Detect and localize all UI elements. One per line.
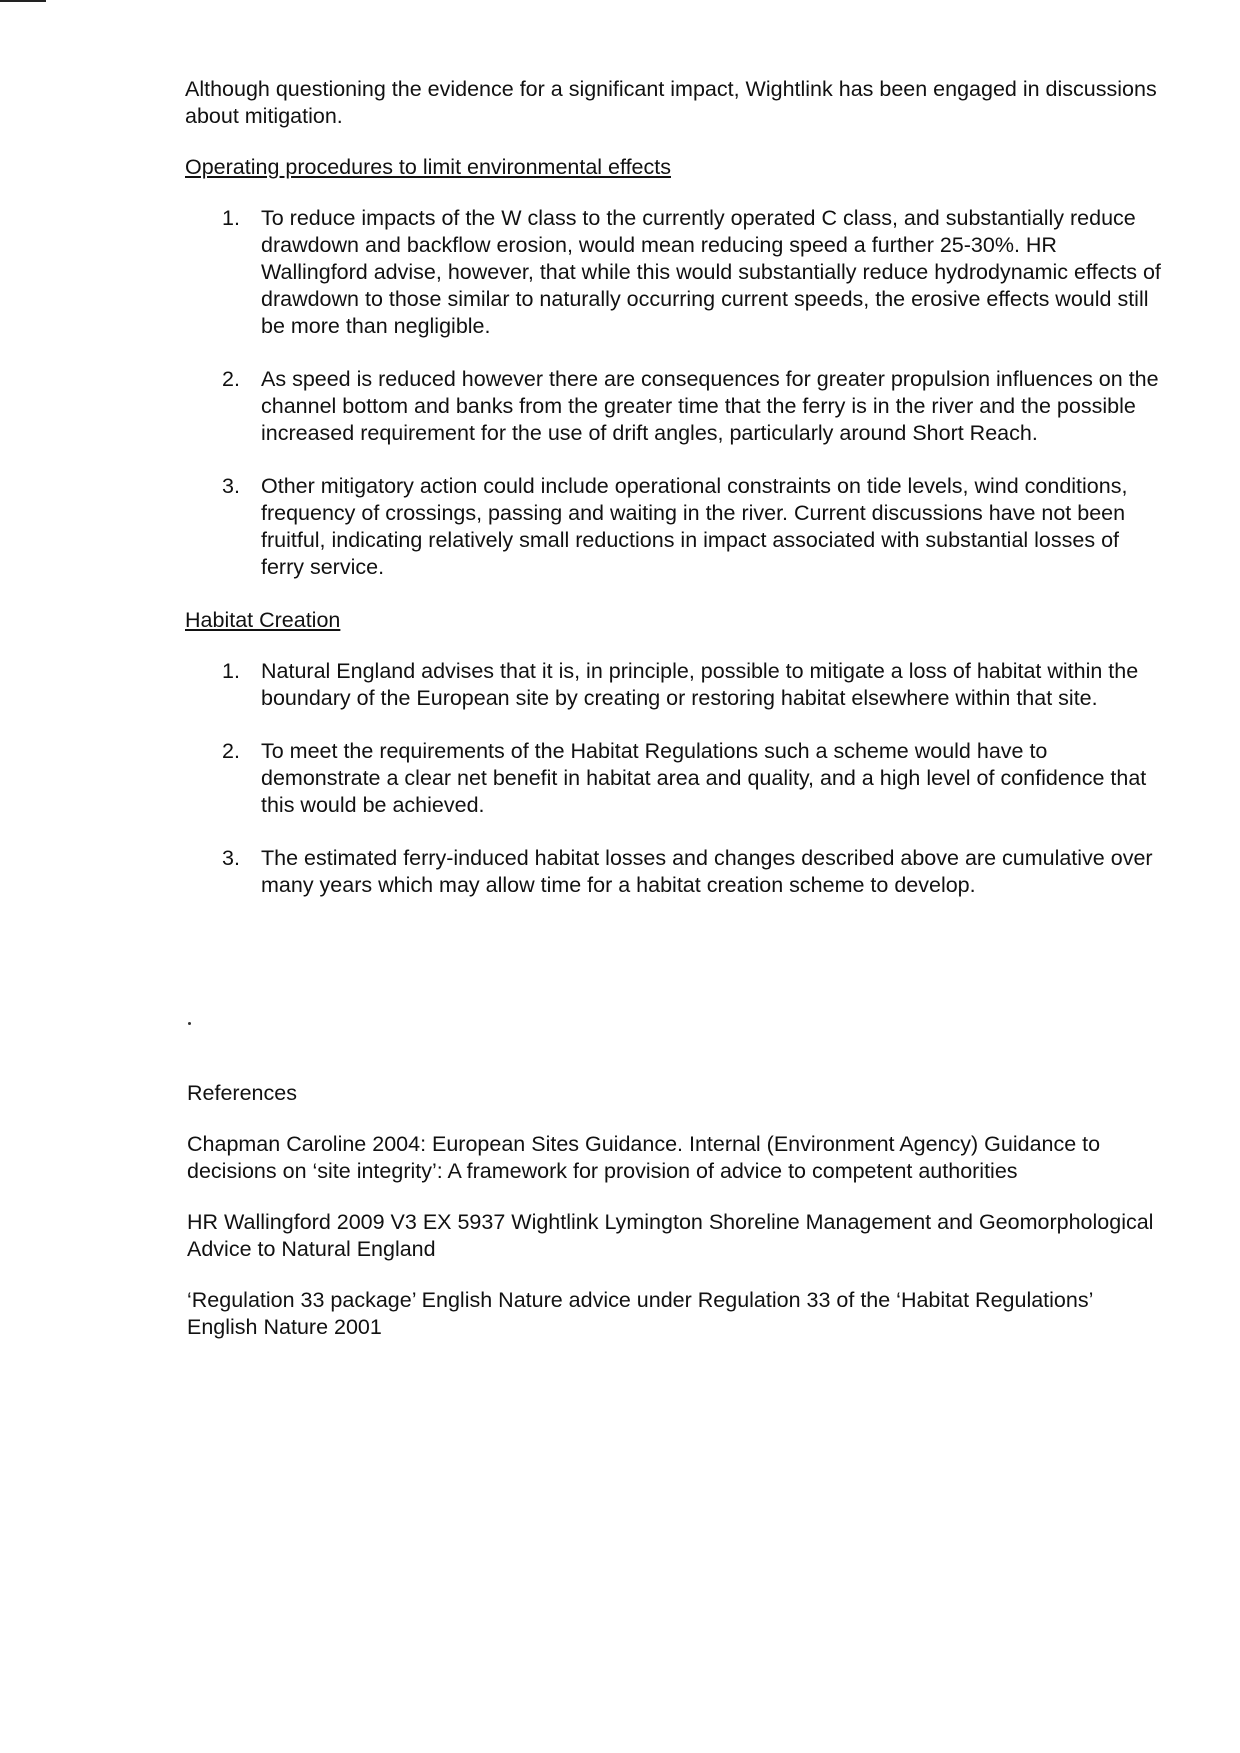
- list-item-text: Natural England advises that it is, in principle, possible to mitigate a loss of habitat within the boundary of the European site by creating or restoring habitat elsewhere within that site.: [261, 659, 1139, 710]
- list-item: [185, 366, 1165, 447]
- reference-entry: HR Wallingford 2009 V3 EX 5937 Wightlink Lymington Shoreline Management and Geomorphological Advice to Natural England: [187, 1210, 1154, 1261]
- numbered-list: [185, 205, 1165, 581]
- list-item-text: The estimated ferry-induced habitat losses and changes described above are cumulative over many years which may allow time for a habitat creation scheme to develop.: [261, 846, 1153, 897]
- document-body: [185, 76, 1165, 925]
- scan-edge-mark: [0, 0, 46, 2]
- references-heading: References: [187, 1081, 297, 1105]
- list-item: [185, 658, 1165, 712]
- list-item: [185, 845, 1165, 899]
- list-item-text: To reduce impacts of the W class to the currently operated C class, and substantially reduce drawdown and backflow erosion, would mean reducing speed a further 25-30%. HR Wallingford advise, however, that while this would substantially reduce hydrodynamic effects of drawdown to those similar to naturally occurring current speeds, the erosive effects would still be more than negligible.: [261, 206, 1161, 338]
- section-heading: Habitat Creation: [185, 608, 341, 632]
- intro-paragraph: Although questioning the evidence for a significant impact, Wightlink has been engaged in discussions about mitigation.: [185, 77, 1157, 128]
- list-item: [185, 738, 1165, 819]
- reference-entry: ‘Regulation 33 package’ English Nature advice under Regulation 33 of the ‘Habitat Regulations’ English Nature 2001: [187, 1288, 1093, 1339]
- list-item: [185, 205, 1165, 340]
- list-item: [185, 473, 1165, 581]
- section-habitat-creation: [185, 607, 1165, 899]
- section-heading: Operating procedures to limit environmental effects: [185, 155, 671, 179]
- list-item-number: 1.: [222, 659, 240, 683]
- list-item-text: As speed is reduced however there are consequences for greater propulsion influences on the channel bottom and banks from the greater time that the ferry is in the river and the possible increased requirement for the use of drift angles, particularly around Short Reach.: [261, 367, 1159, 445]
- list-item-number: 2.: [222, 367, 240, 391]
- list-item-number: 3.: [222, 846, 240, 870]
- list-item-text: Other mitigatory action could include operational constraints on tide levels, wind conditions, frequency of crossings, passing and waiting in the river. Current discussions have not been fruitful, indicating relatively small reductions in impact associated with substantial losses of ferry service.: [261, 474, 1128, 579]
- numbered-list: [185, 658, 1165, 899]
- list-item-text: To meet the requirements of the Habitat Regulations such a scheme would have to demonstrate a clear net benefit in habitat area and quality, and a high level of confidence that this would be achieved.: [261, 739, 1147, 817]
- references-section: [187, 1080, 1167, 1365]
- reference-entry: Chapman Caroline 2004: European Sites Guidance. Internal (Environment Agency) Guidance to decisions on ‘site integrity’: A framework for provision of advice to competent authorities: [187, 1132, 1101, 1183]
- section-operating-procedures: [185, 154, 1165, 581]
- list-item-number: 3.: [222, 474, 240, 498]
- list-item-number: 2.: [222, 739, 240, 763]
- list-item-number: 1.: [222, 206, 240, 230]
- scan-speck: [188, 1022, 191, 1025]
